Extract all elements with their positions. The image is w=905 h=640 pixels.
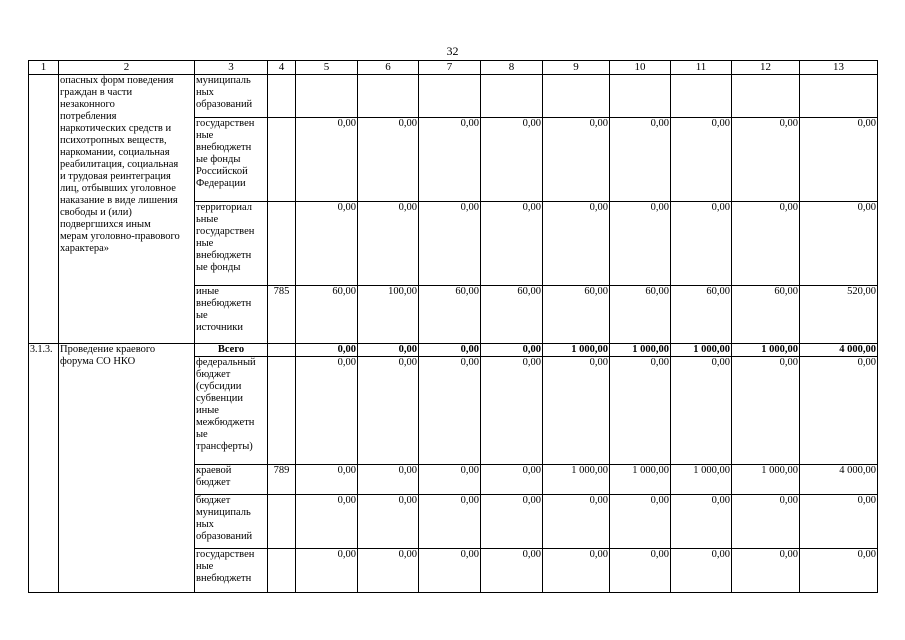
amount-cell: 0,00 xyxy=(358,344,419,357)
funding-source: муниципаль ных образований xyxy=(195,75,268,118)
column-header: 8 xyxy=(481,61,543,75)
amount-cell: 0,00 xyxy=(671,357,732,465)
amount-cell: 0,00 xyxy=(543,202,610,286)
amount-cell: 4 000,00 xyxy=(800,465,878,495)
amount-cell: 0,00 xyxy=(543,495,610,549)
amount-cell: 0,00 xyxy=(610,202,671,286)
amount-cell: 60,00 xyxy=(543,286,610,344)
page-number: 32 xyxy=(446,44,459,58)
item-number xyxy=(29,75,59,344)
amount-cell: 0,00 xyxy=(358,465,419,495)
amount-cell: 60,00 xyxy=(296,286,358,344)
amount-cell: 0,00 xyxy=(543,549,610,593)
amount-cell: 0,00 xyxy=(543,118,610,202)
amount-cell: 0,00 xyxy=(358,202,419,286)
amount-cell: 0,00 xyxy=(671,495,732,549)
amount-cell: 0,00 xyxy=(481,495,543,549)
item-description: опасных форм поведения граждан в части незаконного потребления наркотических средств и психотропных веществ, наркомании, социальная реабилитация, социальная и трудовая реинтеграция лиц, отбывших уголовное наказание в виде лишения свободы и (или) подвергшихся иным мерам уголовно-правового характера» xyxy=(59,75,195,344)
column-header: 3 xyxy=(195,61,268,75)
column-header: 5 xyxy=(296,61,358,75)
amount-cell xyxy=(610,75,671,118)
amount-cell xyxy=(732,75,800,118)
column-header: 6 xyxy=(358,61,419,75)
funding-source: федеральный бюджет (субсидии субвенции иные межбюджетн ые трансферты) xyxy=(195,357,268,465)
column-header: 11 xyxy=(671,61,732,75)
budget-code: 785 xyxy=(268,286,296,344)
amount-cell xyxy=(481,75,543,118)
amount-cell: 0,00 xyxy=(419,202,481,286)
amount-cell: 60,00 xyxy=(481,286,543,344)
amount-cell: 0,00 xyxy=(296,344,358,357)
amount-cell xyxy=(358,75,419,118)
amount-cell: 0,00 xyxy=(296,495,358,549)
amount-cell xyxy=(543,75,610,118)
amount-cell: 0,00 xyxy=(296,357,358,465)
budget-code xyxy=(268,344,296,357)
amount-cell: 0,00 xyxy=(610,118,671,202)
column-header: 9 xyxy=(543,61,610,75)
amount-cell: 60,00 xyxy=(419,286,481,344)
funding-source: государствен ные внебюджетн ые фонды Российской Федерации xyxy=(195,118,268,202)
table-row xyxy=(29,344,878,357)
header-row xyxy=(29,61,878,75)
column-header: 13 xyxy=(800,61,878,75)
amount-cell: 0,00 xyxy=(358,549,419,593)
amount-cell: 1 000,00 xyxy=(543,344,610,357)
amount-cell: 0,00 xyxy=(481,344,543,357)
amount-cell: 0,00 xyxy=(419,118,481,202)
amount-cell xyxy=(800,75,878,118)
amount-cell: 0,00 xyxy=(732,202,800,286)
amount-cell: 0,00 xyxy=(671,549,732,593)
amount-cell: 0,00 xyxy=(610,549,671,593)
amount-cell: 0,00 xyxy=(543,357,610,465)
budget-code xyxy=(268,75,296,118)
amount-cell: 1 000,00 xyxy=(732,344,800,357)
amount-cell: 60,00 xyxy=(732,286,800,344)
table-row xyxy=(29,75,878,118)
amount-cell: 1 000,00 xyxy=(732,465,800,495)
amount-cell: 0,00 xyxy=(800,202,878,286)
column-header: 4 xyxy=(268,61,296,75)
amount-cell: 0,00 xyxy=(419,465,481,495)
funding-source: бюджет муниципаль ных образований xyxy=(195,495,268,549)
amount-cell: 0,00 xyxy=(358,357,419,465)
budget-code xyxy=(268,202,296,286)
amount-cell: 0,00 xyxy=(419,344,481,357)
amount-cell: 0,00 xyxy=(732,495,800,549)
amount-cell: 1 000,00 xyxy=(610,344,671,357)
budget-code: 789 xyxy=(268,465,296,495)
column-header: 1 xyxy=(29,61,59,75)
amount-cell: 0,00 xyxy=(419,549,481,593)
amount-cell: 0,00 xyxy=(358,495,419,549)
column-header: 7 xyxy=(419,61,481,75)
budget-table xyxy=(28,60,878,593)
item-number: 3.1.3. xyxy=(29,344,59,593)
funding-source: иные внебюджетн ые источники xyxy=(195,286,268,344)
amount-cell: 0,00 xyxy=(296,549,358,593)
amount-cell: 0,00 xyxy=(296,465,358,495)
amount-cell: 1 000,00 xyxy=(671,344,732,357)
item-description: Проведение краевого форума СО НКО xyxy=(59,344,195,593)
amount-cell: 0,00 xyxy=(481,118,543,202)
funding-source: государствен ные внебюджетн xyxy=(195,549,268,593)
amount-cell: 0,00 xyxy=(800,118,878,202)
column-header: 12 xyxy=(732,61,800,75)
amount-cell: 0,00 xyxy=(481,549,543,593)
amount-cell: 0,00 xyxy=(481,357,543,465)
amount-cell: 0,00 xyxy=(419,357,481,465)
amount-cell: 0,00 xyxy=(800,357,878,465)
budget-code xyxy=(268,549,296,593)
amount-cell: 0,00 xyxy=(419,495,481,549)
amount-cell: 0,00 xyxy=(732,549,800,593)
amount-cell: 100,00 xyxy=(358,286,419,344)
amount-cell: 0,00 xyxy=(732,118,800,202)
column-header: 10 xyxy=(610,61,671,75)
budget-code xyxy=(268,495,296,549)
budget-code xyxy=(268,118,296,202)
amount-cell xyxy=(296,75,358,118)
amount-cell: 0,00 xyxy=(671,202,732,286)
amount-cell xyxy=(419,75,481,118)
amount-cell: 1 000,00 xyxy=(543,465,610,495)
amount-cell: 0,00 xyxy=(732,357,800,465)
funding-source: территориал ьные государствен ные внебюджетн ые фонды xyxy=(195,202,268,286)
amount-cell: 0,00 xyxy=(481,465,543,495)
amount-cell: 0,00 xyxy=(800,495,878,549)
amount-cell: 0,00 xyxy=(610,357,671,465)
funding-source: Всего xyxy=(195,344,268,357)
amount-cell: 1 000,00 xyxy=(610,465,671,495)
amount-cell: 60,00 xyxy=(671,286,732,344)
column-header: 2 xyxy=(59,61,195,75)
amount-cell: 0,00 xyxy=(671,118,732,202)
amount-cell: 0,00 xyxy=(296,118,358,202)
amount-cell: 0,00 xyxy=(296,202,358,286)
budget-code xyxy=(268,357,296,465)
amount-cell: 0,00 xyxy=(800,549,878,593)
amount-cell: 60,00 xyxy=(610,286,671,344)
amount-cell: 1 000,00 xyxy=(671,465,732,495)
amount-cell: 520,00 xyxy=(800,286,878,344)
amount-cell: 4 000,00 xyxy=(800,344,878,357)
funding-source: краевой бюджет xyxy=(195,465,268,495)
amount-cell: 0,00 xyxy=(481,202,543,286)
amount-cell: 0,00 xyxy=(610,495,671,549)
amount-cell xyxy=(671,75,732,118)
amount-cell: 0,00 xyxy=(358,118,419,202)
